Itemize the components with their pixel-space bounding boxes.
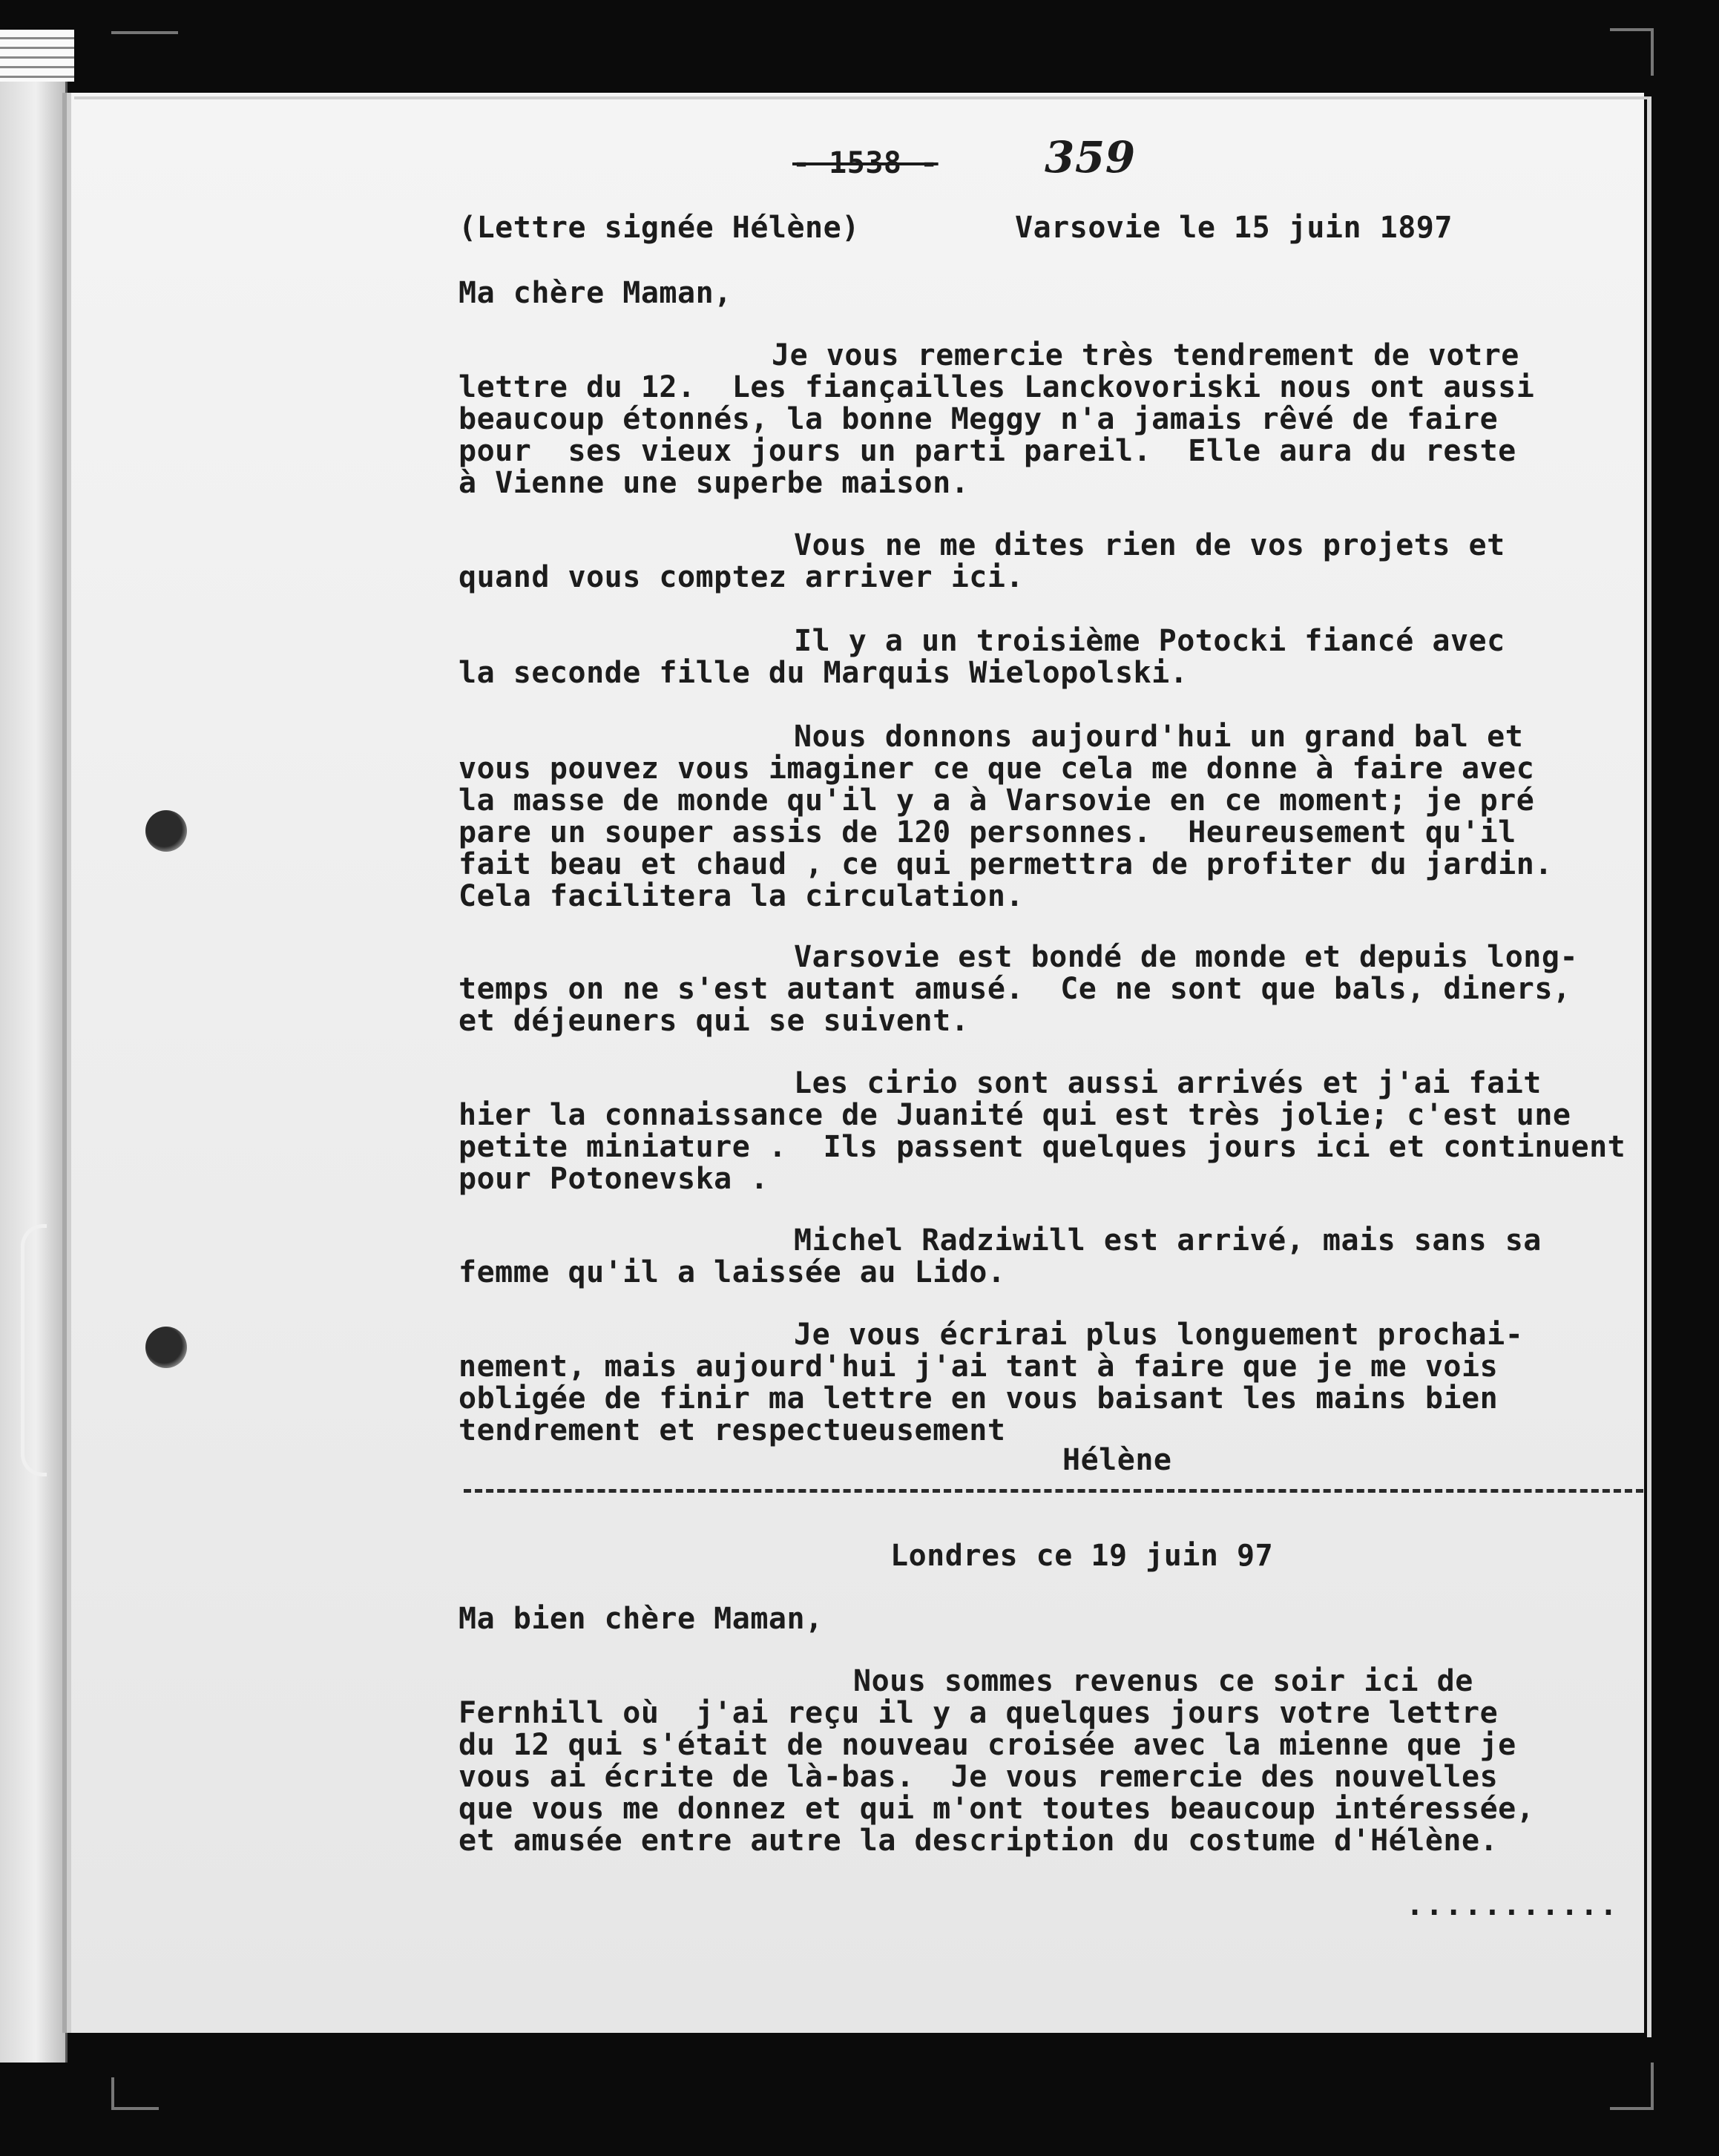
letter2-line: Fernhill où j'ai reçu il y a quelques jours votre lettre — [458, 1696, 1499, 1730]
letter1-line: Il y a un troisième Potocki fiancé avec — [794, 624, 1505, 658]
page-number-new: 359 — [1045, 132, 1136, 183]
letter1-line: temps on ne s'est autant amusé. Ce ne sont que bals, diners, — [458, 972, 1571, 1006]
letter1-line: pour ses vieux jours un parti pareil. Elle aura du reste — [458, 434, 1516, 468]
letter1-line: la seconde fille du Marquis Wielopolski. — [458, 656, 1189, 690]
letter1-line: Varsovie est bondé de monde et depuis long- — [794, 940, 1579, 974]
letter1-line: vous pouvez vous imaginer ce que cela me donne à faire avec — [458, 752, 1535, 786]
letter1-line: hier la connaissance de Juanité qui est très jolie; c'est une — [458, 1098, 1571, 1132]
letter1-line: fait beau et chaud , ce qui permettra de profiter du jardin. — [458, 847, 1553, 881]
binder-tabs — [0, 30, 74, 82]
punch-hole-bottom — [145, 1327, 187, 1368]
letter2-salutation: Ma bien chère Maman, — [458, 1602, 824, 1636]
letter1-line: Nous donnons aujourd'hui un grand bal et — [794, 720, 1524, 754]
letter2-heading: Londres ce 19 juin 97 — [890, 1539, 1274, 1573]
letter1-salutation: Ma chère Maman, — [458, 276, 732, 310]
letter2-line: Nous sommes revenus ce soir ici de — [853, 1664, 1473, 1698]
letter1-line: à Vienne une superbe maison. — [458, 466, 970, 500]
letter2-ellipsis: ........... — [1406, 1888, 1619, 1922]
letter1-heading-right: Varsovie le 15 juin 1897 — [1015, 211, 1453, 245]
letter1-line: Les cirio sont aussi arrivés et j'ai fait — [794, 1066, 1542, 1100]
letter2-line: vous ai écrite de là-bas. Je vous remercie des nouvelles — [458, 1760, 1499, 1794]
letter1-line: Cela facilitera la circulation. — [458, 879, 1025, 913]
letter1-line: tendrement et respectueusement — [458, 1413, 1006, 1447]
crop-mark-bottom-right — [1610, 2063, 1654, 2110]
letter1-line: femme qu'il a laissée au Lido. — [458, 1255, 1006, 1289]
crop-mark-top-left — [111, 31, 178, 79]
letter1-heading-left: (Lettre signée Hélène) — [458, 211, 860, 245]
letter1-line: beaucoup étonnés, la bonne Meggy n'a jamais rêvé de faire — [458, 402, 1499, 436]
letter1-line: Vous ne me dites rien de vos projets et — [794, 528, 1505, 562]
letter1-line: et déjeuners qui se suivent. — [458, 1004, 970, 1038]
letter1-line: lettre du 12. Les fiançailles Lanckovoriski nous ont aussi — [458, 370, 1535, 404]
letter1-line: pour Potonevska . — [458, 1162, 769, 1196]
letter1-line: petite miniature . Ils passent quelques jours ici et continuent — [458, 1130, 1626, 1164]
letter1-line: Je vous écrirai plus longuement prochai- — [794, 1318, 1524, 1352]
letter1-line: Je vous remercie très tendrement de votre — [772, 338, 1519, 372]
letter1-signature: Hélène — [1062, 1443, 1172, 1477]
binder-clip — [21, 1224, 47, 1476]
letter2-line: du 12 qui s'était de nouveau croisée avec la mienne que je — [458, 1728, 1516, 1762]
letter1-line: Michel Radziwill est arrivé, mais sans sa — [794, 1223, 1542, 1258]
page-number-old: - 1538 - — [792, 146, 939, 180]
letter2-line: que vous me donnez et qui m'ont toutes beaucoup intéressée, — [458, 1792, 1535, 1826]
crop-mark-top-right — [1610, 28, 1654, 76]
letter1-line: quand vous comptez arriver ici. — [458, 560, 1025, 594]
letter2-line: et amusée entre autre la description du costume d'Hélène. — [458, 1824, 1499, 1858]
binder-edge — [0, 30, 68, 2063]
letter1-line: pare un souper assis de 120 personnes. Heureusement qu'il — [458, 815, 1516, 849]
crop-mark-bottom-left — [111, 2077, 159, 2110]
letter1-line: la masse de monde qu'il y a à Varsovie en ce moment; je pré — [458, 783, 1535, 818]
section-divider — [464, 1489, 1643, 1493]
letter1-line: nement, mais aujourd'hui j'ai tant à faire que je me vois — [458, 1350, 1499, 1384]
punch-hole-top — [145, 810, 187, 852]
letter1-line: obligée de finir ma lettre en vous baisant les mains bien — [458, 1381, 1499, 1416]
